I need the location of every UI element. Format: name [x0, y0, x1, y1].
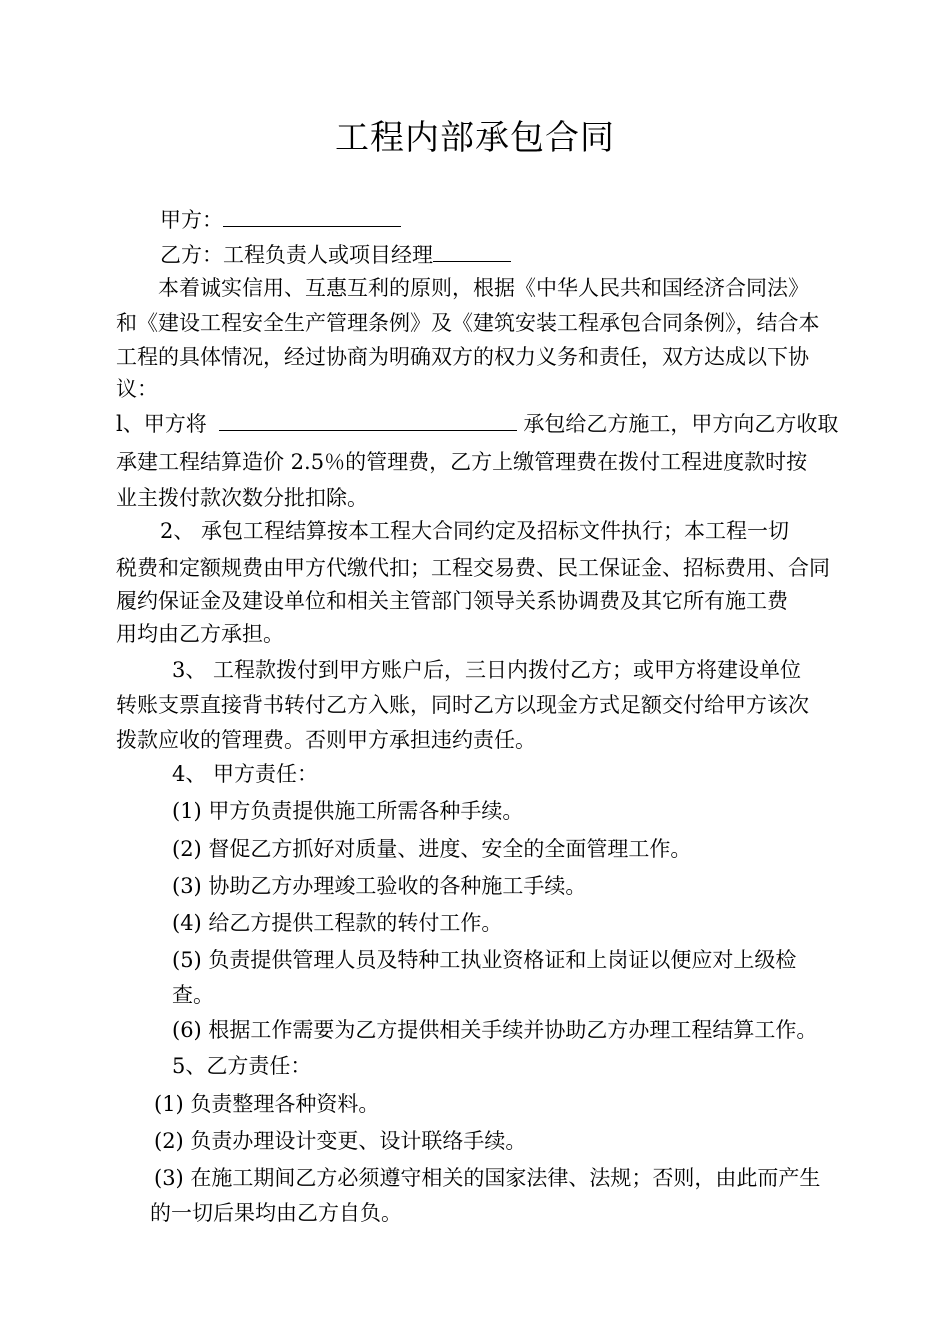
clause-1-line-2: 承建工程结算造价 2.5％的管理费，乙方上缴管理费在拨付工程进度款时按 — [116, 450, 808, 474]
party-b-blank — [433, 241, 511, 262]
clause-5-item-3-cont: 的一切后果均由乙方自负。 — [150, 1201, 402, 1225]
clause-3-line-2: 转账支票直接背书转付乙方入账，同时乙方以现金方式足额交付给甲方该次 — [116, 693, 809, 717]
clause-2-line-4: 用均由乙方承担。 — [116, 622, 284, 646]
intro-line-2: 和《建设工程安全生产管理条例》及《建筑安装工程承包合同条例》，结合本 — [116, 311, 820, 335]
clause-4-item-4: (4) 给乙方提供工程款的转付工作。 — [172, 911, 503, 935]
clause-4-item-5: (5) 负责提供管理人员及特种工执业资格证和上岗证以便应对上级检 — [172, 948, 797, 972]
clause-1-suffix: 承包给乙方施工，甲方向乙方收取 — [523, 412, 839, 436]
intro-line-4: 议： — [116, 377, 158, 401]
clause-1-prefix: l、甲方将 — [116, 412, 207, 436]
clause-3-line-1: 3、 工程款拨付到甲方账户后，三日内拨付乙方；或甲方将建设单位 — [172, 658, 802, 682]
party-b-label: 乙方：工程负责人或项目经理 — [160, 243, 433, 267]
clause-4-item-1: (1) 甲方负责提供施工所需各种手续。 — [172, 799, 524, 823]
clause-3-line-3: 拨款应收的管理费。否则甲方承担违约责任。 — [116, 728, 536, 752]
clause-2-line-2: 税费和定额规费由甲方代缴代扣；工程交易费、民工保证金、招标费用、合同 — [116, 556, 830, 580]
clause-5-item-3: (3) 在施工期间乙方必须遵守相关的国家法律、法规；否则，由此而产生 — [154, 1166, 821, 1190]
clause-5-heading: 5、乙方责任： — [172, 1054, 312, 1078]
clause-1-line-3: 业主拨付款次数分批扣除。 — [116, 486, 368, 510]
party-a-blank — [223, 206, 401, 227]
clause-1-line-1 — [116, 409, 838, 439]
document-title: 工程内部承包合同 — [335, 118, 615, 158]
clause-1-blank — [219, 410, 517, 431]
intro-line-3: 工程的具体情况，经过协商为明确双方的权力义务和责任，双方达成以下协 — [116, 345, 809, 369]
intro-line-1: 本着诚实信用、互惠互利的原则，根据《中华人民共和国经济合同法》 — [158, 276, 809, 300]
clause-2-line-1: 2、 承包工程结算按本工程大合同约定及招标文件执行；本工程一切 — [160, 519, 790, 543]
clause-4-item-3: (3) 协助乙方办理竣工验收的各种施工手续。 — [172, 874, 587, 898]
clause-4-item-2: (2) 督促乙方抓好对质量、进度、安全的全面管理工作。 — [172, 837, 692, 861]
clause-4-item-6: (6) 根据工作需要为乙方提供相关手续并协助乙方办理工程结算工作。 — [172, 1018, 818, 1042]
party-b-line — [160, 240, 511, 270]
party-a-label: 甲方： — [160, 208, 223, 232]
clause-5-item-2: (2) 负责办理设计变更、设计联络手续。 — [154, 1129, 527, 1153]
clause-5-item-1: (1) 负责整理各种资料。 — [154, 1092, 380, 1116]
party-a-line — [160, 205, 401, 235]
clause-4-heading: 4、 甲方责任： — [172, 762, 319, 786]
clause-4-item-5-cont: 查。 — [172, 983, 214, 1007]
clause-2-line-3: 履约保证金及建设单位和相关主管部门领导关系协调费及其它所有施工费 — [116, 589, 788, 613]
